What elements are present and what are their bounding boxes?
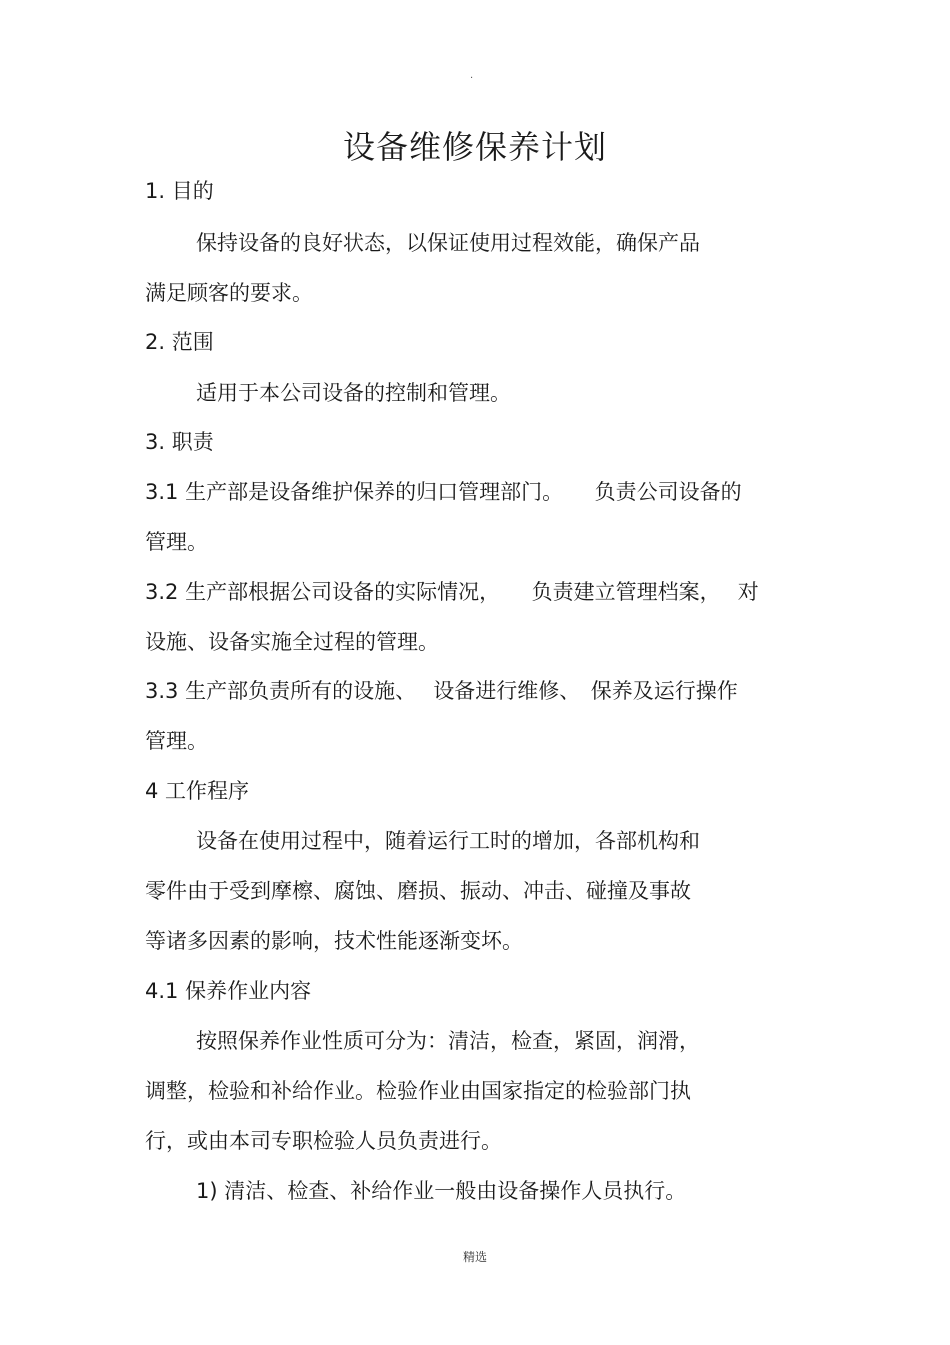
paragraph-line: 管理。 <box>145 530 208 554</box>
paragraph-line: 3.3 生产部负责所有的设施、 设备进行维修、 保养及运行操作 <box>145 679 738 703</box>
document-title: 设备维修保养计划 <box>342 128 607 166</box>
section-heading-maintenance-content: 4.1 保养作业内容 <box>145 979 312 1003</box>
section-heading-responsibilities: 3. 职责 <box>145 430 214 454</box>
list-item: 1) 清洁、检查、补给作业一般由设备操作人员执行。 <box>196 1179 687 1203</box>
paragraph-line: 调整，检验和补给作业。检验作业由国家指定的检验部门执 <box>145 1079 691 1103</box>
paragraph-line: 按照保养作业性质可分为：清洁，检查，紧固，润滑， <box>196 1029 700 1053</box>
page-footer: 精选 <box>462 1250 487 1264</box>
paragraph-line: 管理。 <box>145 729 208 753</box>
paragraph-line: 等诸多因素的影响，技术性能逐渐变坏。 <box>145 929 523 953</box>
section-heading-purpose: 1. 目的 <box>145 179 214 203</box>
header-mark: . <box>470 70 474 81</box>
paragraph-line: 设备在使用过程中，随着运行工时的增加，各部机构和 <box>196 829 700 853</box>
section-heading-scope: 2. 范围 <box>145 330 214 354</box>
section-heading-procedure: 4 工作程序 <box>145 779 250 803</box>
paragraph-line: 保持设备的良好状态，以保证使用过程效能，确保产品 <box>196 231 700 255</box>
paragraph-line: 零件由于受到摩檫、腐蚀、磨损、振动、冲击、碰撞及事故 <box>145 879 691 903</box>
paragraph-line: 设施、设备实施全过程的管理。 <box>145 630 439 654</box>
paragraph-line: 满足顾客的要求。 <box>145 281 313 305</box>
paragraph-line: 适用于本公司设备的控制和管理。 <box>196 381 511 405</box>
paragraph-line: 行，或由本司专职检验人员负责进行。 <box>145 1129 502 1153</box>
paragraph-line: 3.2 生产部根据公司设备的实际情况， 负责建立管理档案， 对 <box>145 580 759 604</box>
paragraph-line: 3.1 生产部是设备维护保养的归口管理部门。 负责公司设备的 <box>145 480 742 504</box>
